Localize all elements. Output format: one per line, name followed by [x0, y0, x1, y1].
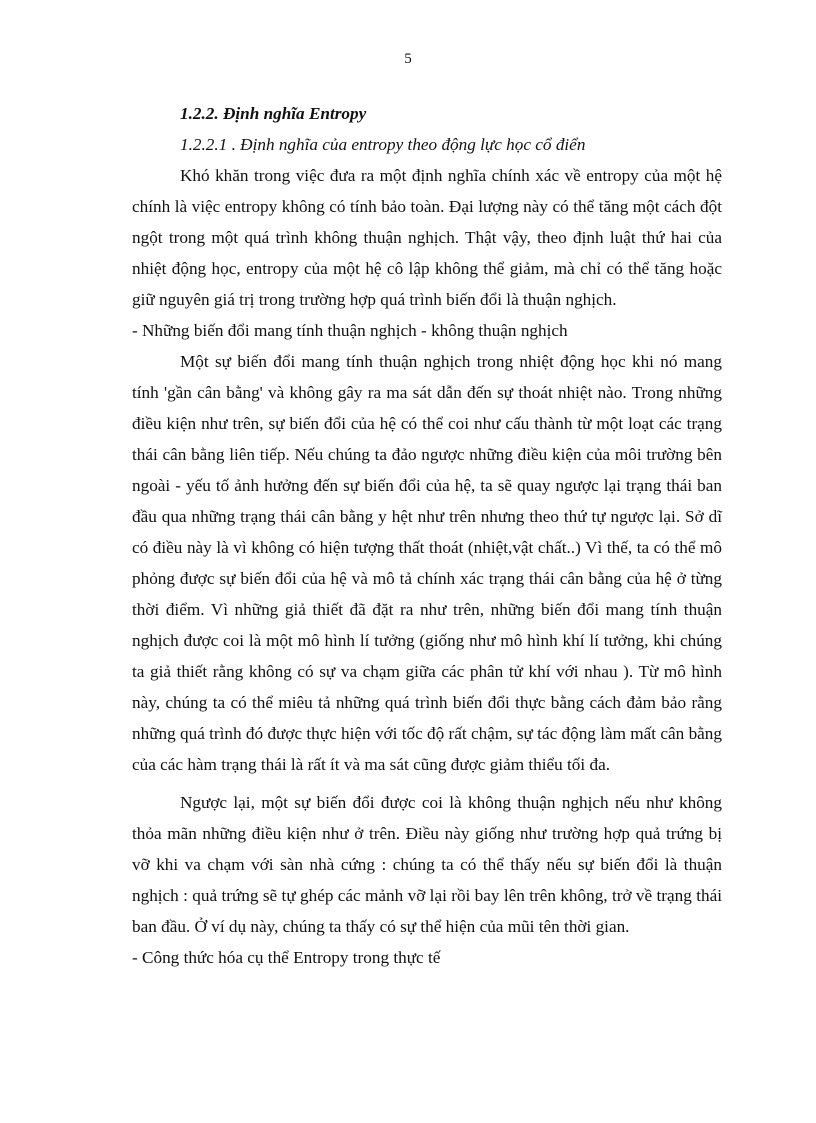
subsection-heading: 1.2.2.1 . Định nghĩa của entropy theo động lực học cổ điển: [180, 135, 586, 154]
paragraph-reversible-transformation: Một sự biến đổi mang tính thuận nghịch trong nhiệt động học khi nó mang tính 'gần cân bằng' và không gây ra ma sát dẫn đến sự thoát nhiệt nào. Trong những điều kiện như trên, sự biến đổi của hệ có thể coi như cấu thành từ một loạt các trạng thái cân bằng liên tiếp. Nếu chúng ta đảo ngược những điều kiện của môi trường bên ngoài - yếu tố ảnh hưởng đến sự biến đổi của hệ, ta sẽ quay ngược lại trạng thái ban đầu qua những trạng thái cân bằng y hệt như trên nhưng theo thứ tự ngược lại. Sở dĩ có điều này là vì không có hiện tượng thất thoát (nhiệt,vật chất..) Vì thế, ta có thể mô phỏng được sự biến đổi của hệ và mô tả chính xác trạng thái cân bằng của hệ ở từng thời điểm. Vì những giả thiết đã đặt ra như trên, những biến đổi mang tính thuận nghịch được coi là một mô hình lí tưởng (giống như mô hình khí lí tưởng, khi chúng ta giả thiết rằng không có sự va chạm giữa các phân tử khí với nhau ). Từ mô hình này, chúng ta có thể miêu tả những quá trình biến đổi thực bằng cách đảm bảo rằng những quá trình đó được thực hiện với tốc độ rất chậm, sự tác động làm mất cân bằng của các hàm trạng thái là rất ít và ma sát cũng được giảm thiểu tối đa.: [132, 352, 722, 774]
paragraph-entropy-difficulty: Khó khăn trong việc đưa ra một định nghĩa chính xác về entropy của một hệ chính là việc entropy không có tính bảo toàn. Đại lượng này có thể tăng một cách đột ngột trong một quá trình không thuận nghịch. Thật vậy, theo định luật thứ hai của nhiệt động học, entropy của một hệ cô lập không thể giảm, mà chỉ có thể tăng hoặc giữ nguyên giá trị trong trường hợp quá trình biến đổi là thuận nghịch.: [132, 166, 722, 309]
bullet-reversible-irreversible: - Những biến đổi mang tính thuận nghịch - không thuận nghịch: [132, 321, 568, 340]
section-heading: 1.2.2. Định nghĩa Entropy: [180, 104, 367, 123]
page-content: [132, 98, 722, 973]
bullet-entropy-formula: - Công thức hóa cụ thể Entropy trong thực tế: [132, 948, 441, 967]
paragraph-irreversible-transformation: Ngược lại, một sự biến đổi được coi là không thuận nghịch nếu như không thỏa mãn những điều kiện như ở trên. Điều này giống như trường hợp quả trứng bị vỡ khi va chạm với sàn nhà cứng : chúng ta có thể thấy nếu sự biến đổi là thuận nghịch : quả trứng sẽ tự ghép các mảnh vỡ lại rồi bay lên trên không, trở về trạng thái ban đầu. Ở ví dụ này, chúng ta thấy có sự thể hiện của mũi tên thời gian.: [132, 793, 722, 936]
page-number: 5: [404, 51, 412, 67]
